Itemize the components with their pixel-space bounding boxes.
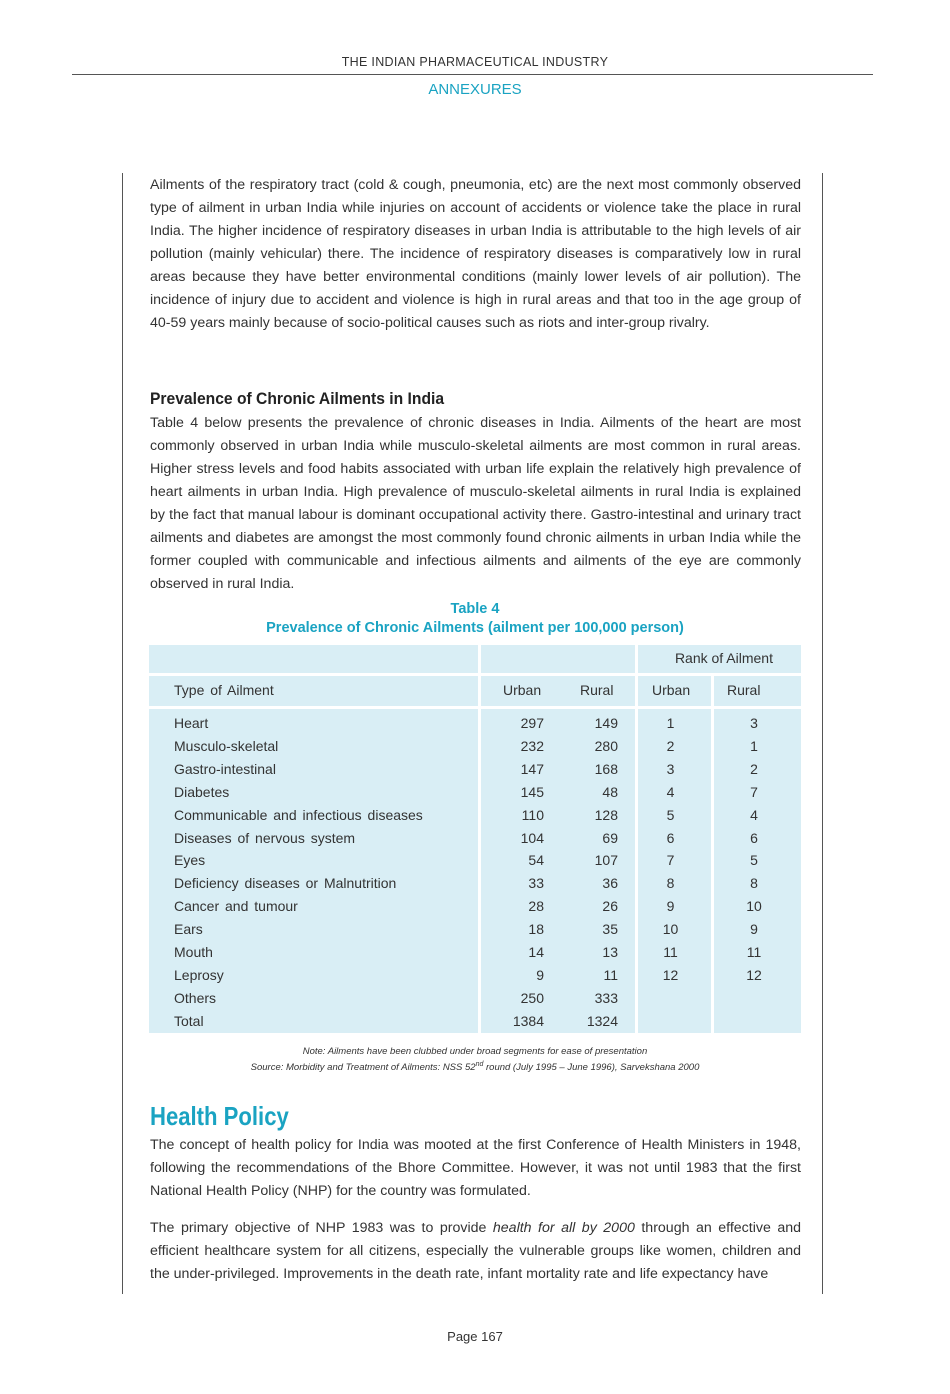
cell-rural: 333: [594, 989, 618, 1006]
col-type-header: Type of Ailment: [174, 682, 274, 698]
page-number: Page 167: [447, 1329, 503, 1344]
cell-type: Ears: [174, 921, 203, 938]
health-policy-section: [150, 1100, 801, 1286]
rank-of-ailment-header: Rank of Ailment: [674, 650, 773, 666]
header-rule: [72, 74, 873, 75]
cell-type: Communicable and infectious diseases: [174, 806, 423, 823]
source-text-end: round (July 1995 – June 1996), Sarvekshana 2000: [483, 1062, 700, 1074]
cell-urban: 14: [528, 944, 544, 960]
cell-rank-urban: 7: [666, 852, 675, 869]
cell-urban: 18: [528, 921, 544, 938]
cell-rank-urban: 2: [666, 737, 675, 754]
nhp-text-end: through an effective and efficient healthcare system for all citizens, especially the vulnerable groups like women, children and the under-privileged. Improvements in the death rate, infant mortality rate and life expectancy have: [150, 1220, 801, 1282]
cell-rural: 26: [602, 898, 618, 915]
cell-type: Others: [174, 989, 217, 1006]
cell-rank-rural: 3: [750, 715, 758, 731]
cell-rank-rural: 12: [746, 966, 762, 983]
cell-type: Gastro-intestinal: [174, 760, 276, 777]
cell-rural: 149: [594, 715, 618, 731]
cell-urban: 33: [528, 875, 544, 892]
cell-type: Deficiency diseases or Malnutrition: [174, 875, 397, 892]
cell-rank-rural: 6: [750, 829, 758, 846]
cell-type: Leprosy: [174, 966, 224, 983]
table-label: Table 4: [450, 601, 500, 617]
cell-rank-rural: 2: [750, 760, 758, 777]
nhp-emphasis: health for all by 2000: [492, 1220, 635, 1236]
cell-rural: 107: [594, 852, 618, 869]
cell-rank-urban: [638, 987, 703, 1010]
cell-rank-urban: 6: [666, 829, 675, 846]
cell-rank-urban: 12: [662, 966, 679, 983]
cell-urban: 232: [520, 737, 544, 754]
cell-rank-rural: 7: [750, 783, 758, 800]
cell-rural: 128: [594, 806, 618, 823]
cell-rural: 280: [594, 737, 618, 754]
paragraph-nhp-1983: [150, 1217, 801, 1286]
cell-urban: 110: [521, 806, 544, 823]
paragraph-respiratory: Ailments of the respiratory tract (cold & cough, pneumonia, etc) are the next most commonly observed type of ailment in urban India while injuries on account of accidents or violence take the place in rural India. The higher incidence of respiratory diseases in urban India is attributable to the high levels of air pollution (mainly vehicular) there. The incidence of respiratory diseases is comparatively low in rural areas because they have better environmental conditions (mainly lower levels of air pollution). The incidence of injury due to accident and violence is high in rural areas and that too in the age group of 40-59 years mainly because of socio-political causes such as riots and inter-group rivalry.: [150, 177, 801, 331]
cell-type: Cancer and tumour: [174, 898, 298, 915]
cell-rank-rural: 8: [750, 875, 758, 892]
heading-chronic-ailments: Prevalence of Chronic Ailments in India: [150, 389, 445, 408]
table-source: [0, 1058, 950, 1074]
cell-urban: 9: [536, 966, 544, 983]
cell-urban: 54: [528, 852, 544, 869]
cell-type: Heart: [174, 715, 209, 731]
cell-urban: 147: [520, 760, 544, 777]
cell-rank-rural: 4: [750, 806, 758, 823]
cell-rural: 35: [602, 921, 618, 938]
cell-rank-rural: 9: [750, 921, 758, 938]
cell-rural: 36: [602, 875, 618, 892]
cell-rank-urban: 10: [662, 921, 679, 938]
cell-rank-urban: 9: [666, 898, 675, 915]
cell-rank-urban: 11: [663, 944, 678, 960]
heading-health-policy: Health Policy: [150, 1101, 289, 1131]
cell-rank-rural: 5: [750, 852, 758, 869]
source-text: Source: Morbidity and Treatment of Ailments: NSS 52: [250, 1062, 476, 1074]
cell-rural: 69: [602, 829, 618, 846]
cell-type: Mouth: [174, 944, 213, 960]
nhp-text: The primary objective of NHP 1983 was to provide: [150, 1220, 493, 1236]
paragraph-policy-origin: The concept of health policy for India was mooted at the first Conference of Health Ministers in 1948, following the recommendations of the Bhore Committee. However, it was not until 1983 that the first National Health Policy (NHP) for the country was formulated.: [150, 1137, 801, 1199]
cell-rank-urban: 3: [666, 760, 675, 777]
intro-block: [150, 174, 801, 335]
col-rank-urban-header: Urban: [652, 682, 691, 698]
cell-type: Musculo-skeletal: [174, 737, 279, 754]
section-title: ANNEXURES: [428, 81, 522, 98]
cell-rural: 1324: [586, 1012, 618, 1029]
header-cell-blank: [481, 645, 635, 673]
cell-urban: 145: [520, 783, 544, 800]
cell-rank-urban: 4: [666, 783, 675, 800]
running-title: THE INDIAN PHARMACEUTICAL INDUSTRY: [341, 55, 609, 69]
cell-rank-urban: 5: [666, 806, 675, 823]
header-cell-blank: [149, 645, 478, 673]
table-note: Note: Ailments have been clubbed under broad segments for ease of presentation: [302, 1046, 648, 1057]
cell-rank-rural: [714, 987, 794, 1010]
cell-rank-rural: 10: [746, 898, 762, 915]
cell-type: Diabetes: [174, 783, 230, 800]
cell-rural: 168: [594, 760, 618, 777]
cell-rank-rural: 11: [746, 944, 762, 960]
paragraph-chronic: Table 4 below presents the prevalence of chronic diseases in India. Ailments of the heart are most commonly observed in urban India while musculo-skeletal ailments are most common in rural areas. Higher stress levels and food habits associated with urban life explain the relatively high prevalence of heart ailments in urban India. High prevalence of musculo-skeletal ailments in rural India is explained by the fact that manual labour is dominant occupational activity there. Gastro-intestinal and urinary tract ailments and diabetes are amongst the most commonly found chronic ailments in urban India while the former coupled with communicable and infectious ailments and ailments of the eye are commonly observed in rural India.: [150, 415, 801, 592]
cell-type: Diseases of nervous system: [174, 829, 356, 846]
cell-type: Eyes: [174, 852, 206, 869]
table-title: Prevalence of Chronic Ailments (ailment per 100,000 person): [266, 620, 684, 636]
chronic-ailments-table: [149, 645, 801, 1033]
cell-rank-urban: [638, 1010, 703, 1033]
cell-urban: 28: [528, 898, 544, 915]
col-rural-header: Rural: [580, 682, 614, 698]
right-margin-rule: [822, 173, 823, 1294]
cell-urban: 1384: [512, 1012, 544, 1029]
cell-urban: 104: [520, 829, 544, 846]
cell-rural: 13: [602, 944, 618, 960]
col-urban-header: Urban: [503, 682, 542, 698]
cell-rank-rural: [714, 1010, 794, 1033]
cell-rank-rural: 1: [750, 737, 758, 754]
chronic-section: [150, 388, 801, 596]
left-margin-rule: [122, 173, 123, 1294]
cell-rural: 11: [603, 966, 618, 983]
cell-rank-urban: 8: [666, 875, 675, 892]
col-rank-rural-header: Rural: [727, 682, 761, 698]
cell-urban: 250: [520, 989, 544, 1006]
source-superscript: nd: [475, 1061, 484, 1068]
cell-rank-urban: 1: [666, 715, 675, 731]
cell-urban: 297: [520, 715, 544, 731]
cell-rural: 48: [602, 783, 618, 800]
cell-type: Total: [174, 1012, 204, 1029]
